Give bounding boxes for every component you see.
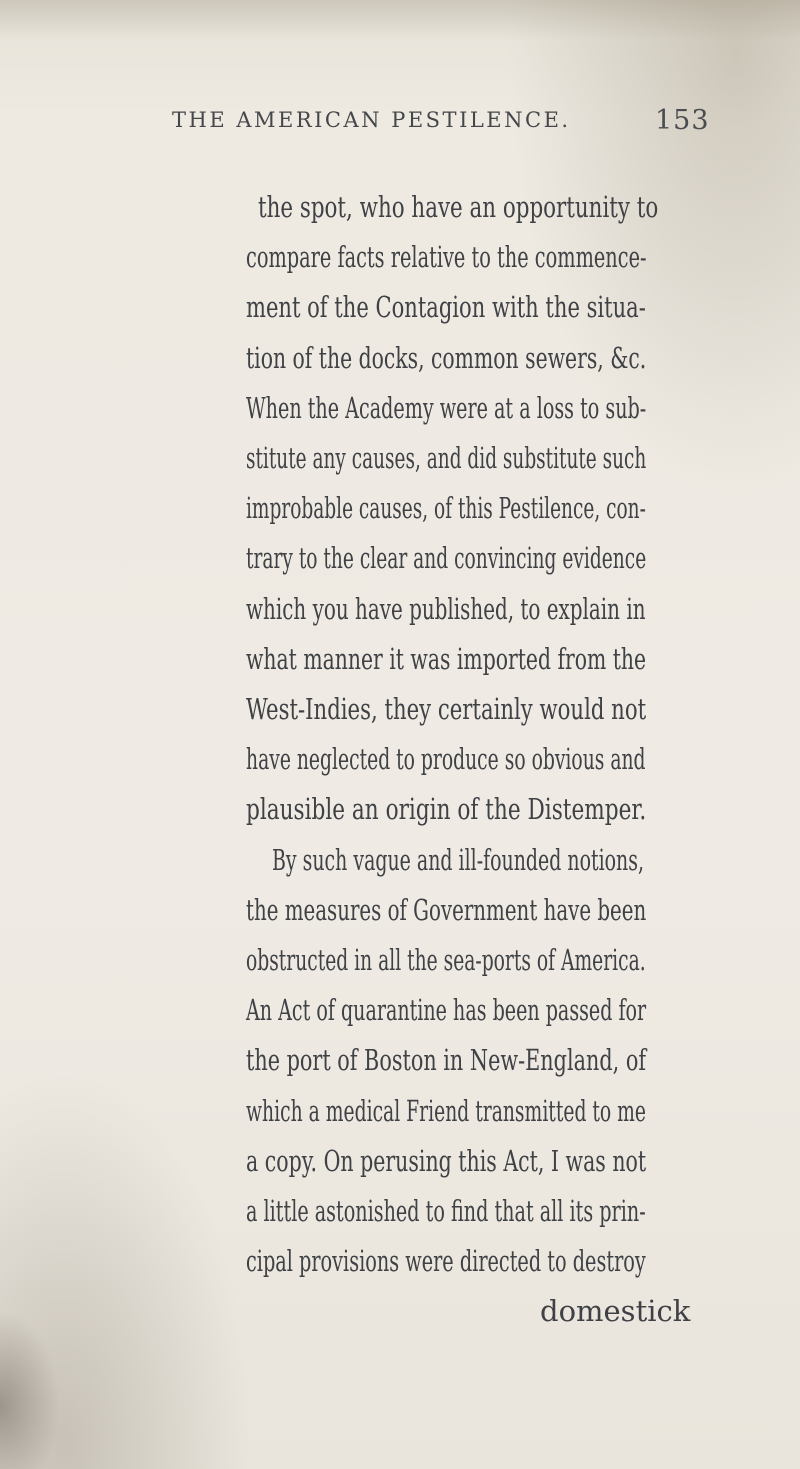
text-line: An Act of quarantine has been passed for bbox=[246, 993, 647, 1028]
text-line: compare facts relative to the commence- bbox=[246, 240, 647, 275]
text-line: improbable causes, of this Pestilence, con- bbox=[246, 491, 646, 526]
text-line: the spot, who have an opportunity to bbox=[258, 190, 659, 224]
running-title: THE AMERICAN PESTILENCE. bbox=[172, 108, 571, 132]
page-edge-shadow bbox=[0, 0, 800, 40]
text-line: obstructed in all the sea-ports of America. bbox=[246, 943, 646, 977]
text-line: a copy. On perusing this Act, I was not bbox=[246, 1143, 647, 1178]
text-line: what manner it was imported from the bbox=[246, 641, 647, 676]
page-corner-shadow bbox=[0, 1310, 60, 1469]
text-line: ment of the Contagion with the situa- bbox=[246, 290, 646, 325]
text-line: cipal provisions were directed to destroy bbox=[246, 1244, 646, 1279]
catchword: domestick bbox=[540, 1294, 691, 1329]
text-line: stitute any causes, and did substitute such bbox=[246, 441, 647, 475]
text-line: the port of Boston in New-England, of bbox=[246, 1043, 647, 1078]
text-line: the measures of Government have been bbox=[246, 892, 647, 927]
text-line: which a medical Friend transmitted to me bbox=[246, 1093, 647, 1128]
text-line: which you have published, to explain in bbox=[246, 591, 646, 626]
text-line: West-Indies, they certainly would not bbox=[246, 692, 647, 726]
page-number: 153 bbox=[655, 105, 710, 136]
text-line: By such vague and ill-founded notions, bbox=[272, 842, 644, 877]
text-line: When the Academy were at a loss to sub- bbox=[246, 390, 647, 425]
text-line: tion of the docks, common sewers, &c. bbox=[246, 340, 647, 375]
text-line: a little astonished to find that all its prin- bbox=[246, 1194, 646, 1228]
text-line: have neglected to produce so obvious and bbox=[246, 742, 646, 777]
text-line: plausible an origin of the Distemper. bbox=[246, 792, 647, 827]
text-line: trary to the clear and convincing evidence bbox=[246, 541, 647, 576]
